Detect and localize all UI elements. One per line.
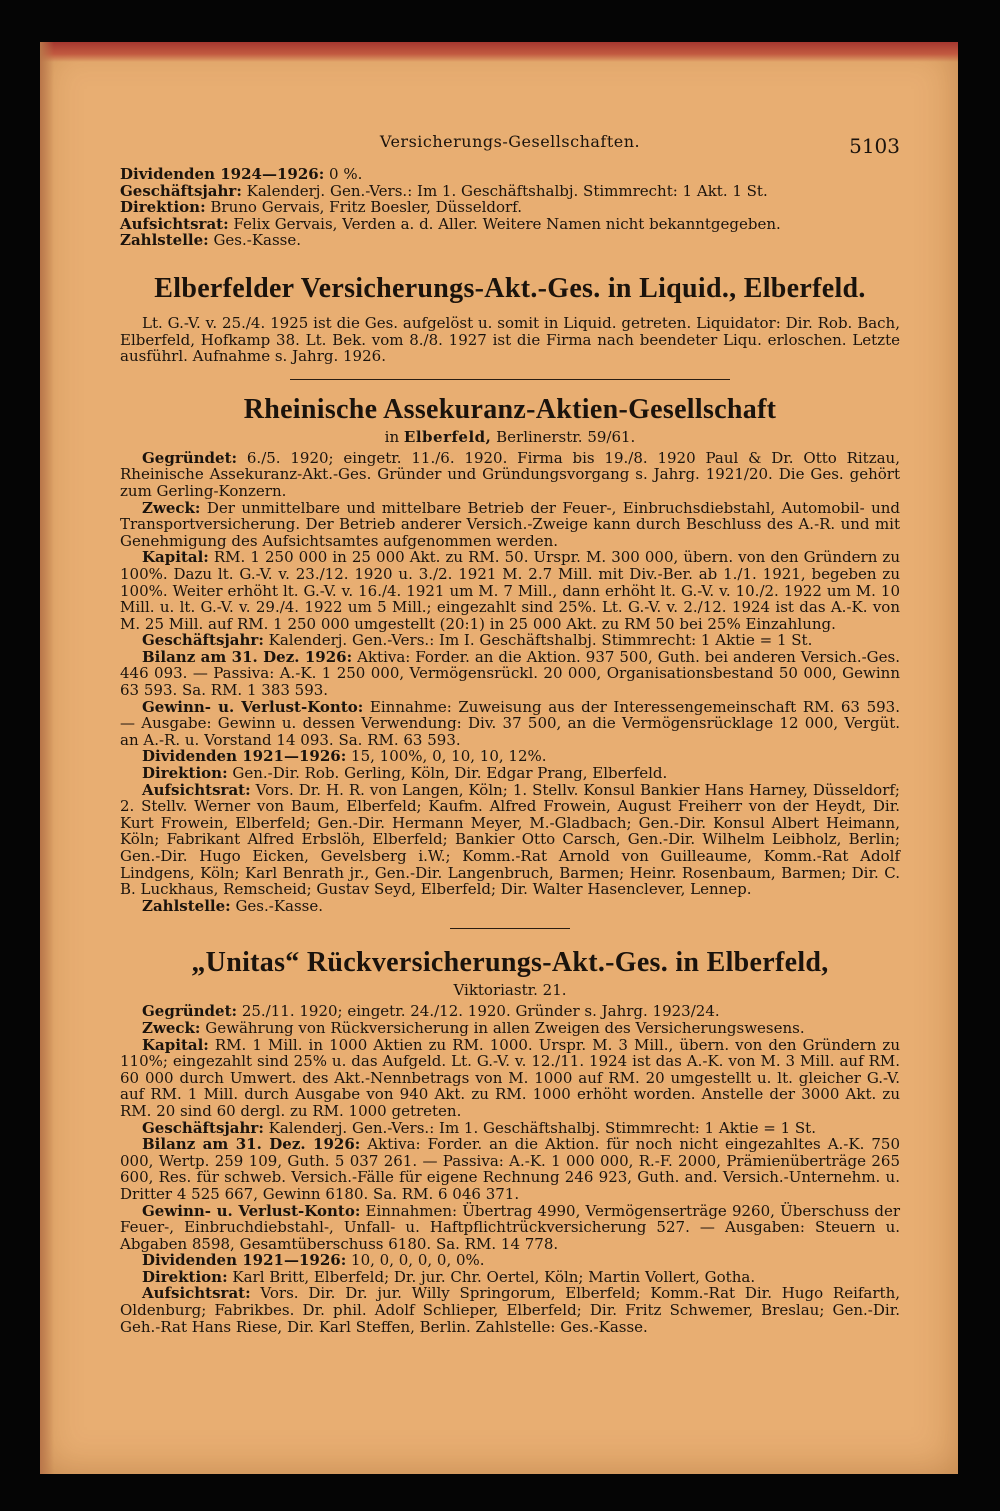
field-text: Aktiva: Forder. an die Aktion. für noch nicht eingezahltes A.-K. 750 000, Wertp. 259 109, Guth. 5 037 261. — Passiva: A.-K. 1 000 000, R.-F. 2000, Prämienüberträge 265 600, Res. für schweb. Versich.-Fälle für eigene Rechnung 246 923, Guth. and. Versich.-Unternehm. u. Dritter 4 525 667, Gewinn 6180. Sa. RM. 6 046 371. (120, 1135, 900, 1203)
page-top-edge (40, 42, 958, 62)
field-text: 0 %. (324, 165, 363, 183)
field-label: Aufsichtsrat: (120, 214, 229, 233)
field-text: Einnahmen: Übertrag 4990, Vermögenserträge 9260, Überschuss der Feuer-, Einbruchdiebstahl-, Unfall- u. Haftpflichtrückversicherung 527. — Ausgaben: Steuern u. Abgaben 8598, Gesamtüberschuss 6180. Sa. RM. 14 778. (120, 1201, 900, 1253)
field-text: Der unmittelbare und mittelbare Betrieb der Feuer-, Einbruchsdiebstahl, Automobil- und Transportversicherung. Der Betrieb anderer Versich.-Zweige kann durch Beschluss des A.-R. und mit Genehmigung des Aufsichtsamtes aufgenommen werden. (120, 498, 900, 550)
field-label: Gegründet: (142, 448, 238, 467)
rheinische-paragraph (120, 748, 900, 765)
field-label: Direktion: (142, 764, 228, 783)
prev-entry-section (120, 166, 900, 249)
field-label: Zweck: (142, 1018, 201, 1037)
prev-entry-paragraph (120, 232, 900, 249)
field-text: Ges.-Kasse. (208, 231, 302, 250)
rheinische-paragraph (120, 450, 900, 500)
elberfelder-paragraph (120, 315, 900, 365)
field-text: Gewährung von Rückversicherung in allen Zweigen des Versicherungswesens. (200, 1018, 805, 1037)
field-text: Kalenderj. Gen.-Vers.: Im 1. Geschäftshalbj. Stimmrecht: 1 Akt. 1 St. (241, 181, 768, 200)
field-label: Gewinn- u. Verlust-Konto: (142, 1201, 361, 1220)
field-label: Aufsichtsrat: (142, 1284, 251, 1303)
unitas-paragraph (120, 1003, 900, 1020)
unitas-paragraph (120, 1136, 900, 1202)
page-header (120, 132, 900, 166)
field-text: Ges.-Kasse. (230, 896, 324, 915)
field-text: Vors. Dr. H. R. von Langen, Köln; 1. Stellv. Konsul Bankier Hans Harney, Düsseldorf; 2. Stellv. Werner von Baum, Elberfeld; Kaufm. Alfred Frowein, August Freiherr von der Heydt, Dir. Kurt Frowein, Elberfeld; Gen.-Dir. Hermann Meyer, M.-Gladbach; Gen.-Dir. Konsul Albert Heimann, Köln; Fabrikant Alfred Erbslöh, Elberfeld; Bankier Otto Carsch, Gen.-Dir. Wilhelm Leibholz, Berlin; Gen.-Dir. Hugo Eicken, Gevelsberg i.W.; Komm.-Rat Arnold von Guilleaume, Komm.-Rat Adolf Lindgens, Köln; Karl Benrath jr., Gen.-Dir. Langenbruch, Barmen; Heinr. Rosenbaum, Barmen; Dir. C. B. Luckhaus, Remscheid; Gustav Seyd, Elberfeld; Dir. Walter Hasenclever, Lennep. (120, 780, 900, 899)
prev-entry-paragraph (120, 166, 900, 183)
rheinische-subtitle (120, 428, 900, 446)
rheinische-paragraph (120, 782, 900, 898)
rheinische-paragraph (120, 632, 900, 649)
page-number: 5103 (849, 134, 900, 158)
field-text: RM. 1 Mill. in 1000 Aktien zu RM. 1000. Urspr. M. 3 Mill., übern. von den Gründern zu 110%; eingezahlt sind 25% u. das Aufgeld. Lt. G.-V. v. 12./11. 1924 ist das A.-K. von M. 3 Mill. auf RM. 60 000 durch Umwert. des Akt.-Nennbetrags von M. 1000 auf RM. 20 umgestellt u. lt. gleicher G.-V. auf RM. 1 Mill. durch Ausgabe von 940 Akt. zu RM. 1000 erhöht worden. Anstelle der 3000 Akt. zu RM. 20 sind 60 dergl. zu RM. 1000 getreten. (120, 1035, 900, 1120)
rheinische-paragraph (120, 898, 900, 915)
elberfelder-title: Elberfelder Versicherungs-Akt.-Ges. in Liquid., Elberfeld. (154, 272, 866, 304)
field-label: Bilanz am 31. Dez. 1926: (142, 647, 353, 666)
field-label: Zweck: (142, 498, 201, 517)
field-text: Bruno Gervais, Fritz Boesler, Düsseldorf. (205, 198, 522, 217)
field-text: Einnahme: Zuweisung aus der Interessengemeinschaft RM. 63 593. — Ausgabe: Gewinn u. dessen Verwendung: Div. 37 500, an die Vermögensrücklage 12 000, Vergüt. an A.-R. u. Vorstand 14 093. Sa. RM. 63 593. (120, 697, 900, 749)
rheinische-paragraph (120, 500, 900, 550)
unitas-subtitle: Viktoriastr. 21. (453, 981, 567, 1000)
rheinische-section (120, 450, 900, 915)
unitas-paragraph (120, 1285, 900, 1335)
field-text: Kalenderj. Gen.-Vers.: Im I. Geschäftshalbj. Stimmrecht: 1 Aktie = 1 St. (263, 631, 813, 650)
field-text: Vors. Dir. Dr. jur. Willy Springorum, Elberfeld; Komm.-Rat Dir. Hugo Reifarth, Oldenburg; Fabrikbes. Dr. phil. Adolf Schlieper, Elberfeld; Dir. Fritz Schwemer, Breslau; Gen.-Dir. Geh.-Rat Hans Riese, Dir. Karl Steffen, Berlin. Zahlstelle: Ges.-Kasse. (120, 1284, 900, 1336)
unitas-paragraph (120, 1120, 900, 1137)
rheinische-paragraph (120, 699, 900, 749)
field-text: 6./5. 1920; eingetr. 11./6. 1920. Firma bis 19./8. 1920 Paul & Dr. Otto Ritzau, Rheinische Assekuranz-Akt.-Ges. Gründer und Gründungsvorgang s. Jahrg. 1921/20. Die Ges. gehört zum Gerling-Konzern. (120, 448, 900, 500)
field-label: Geschäftsjahr: (142, 1118, 264, 1137)
prev-entry-paragraph (120, 199, 900, 216)
rheinische-paragraph (120, 765, 900, 782)
field-label: Gegründet: (142, 1002, 238, 1021)
field-text: Lt. G.-V. v. 25./4. 1925 ist die Ges. aufgelöst u. somit in Liquid. getreten. Liquidator: Dir. Rob. Bach, Elberfeld, Hofkamp 38. Lt. Bek. vom 8./8. 1927 ist die Firma nach beendeter Liqu. erloschen. Letzte ausführl. Aufnahme s. Jahrg. 1926. (120, 313, 900, 366)
rheinische-paragraph (120, 549, 900, 632)
unitas-paragraph (120, 1037, 900, 1120)
field-text: 25./11. 1920; eingetr. 24./12. 1920. Gründer s. Jahrg. 1923/24. (237, 1002, 720, 1021)
field-label: Gewinn- u. Verlust-Konto: (142, 697, 364, 716)
page-text (120, 132, 900, 1335)
unitas-paragraph (120, 1020, 900, 1037)
rheinische-sub-prefix: in (384, 427, 404, 446)
prev-entry-paragraph (120, 183, 900, 200)
field-label: Bilanz am 31. Dez. 1926: (142, 1135, 361, 1154)
field-text: Aktiva: Forder. an die Aktion. 937 500, Guth. bei anderen Versich.-Ges. 446 093. — Passiva: A.-K. 1 250 000, Vermögensrückl. 20 000, Organisationsbestand 50 000, Gewinn 63 593. Sa. RM. 1 383 593. (120, 647, 901, 700)
page-left-edge (40, 42, 54, 1474)
field-text: Kalenderj. Gen.-Vers.: Im 1. Geschäftshalbj. Stimmrecht: 1 Aktie = 1 St. (263, 1118, 816, 1137)
unitas-paragraph (120, 1269, 900, 1286)
unitas-paragraph (120, 1252, 900, 1269)
field-label: Dividenden 1921—1926: (142, 1251, 347, 1270)
field-label: Aufsichtsrat: (142, 780, 251, 799)
elberfelder-section (120, 315, 900, 365)
prev-entry-paragraph (120, 216, 900, 233)
field-text: Felix Gervais, Verden a. d. Aller. Weitere Namen nicht bekanntgegeben. (228, 214, 781, 233)
running-title: Versicherungs-Gesellschaften. (379, 132, 641, 151)
unitas-paragraph (120, 1203, 900, 1253)
field-label: Kapital: (142, 1035, 209, 1054)
field-label: Geschäftsjahr: (120, 181, 242, 200)
field-label: Geschäftsjahr: (142, 631, 264, 650)
field-label: Dividenden 1924—1926: (120, 165, 325, 183)
field-text: 10, 0, 0, 0, 0, 0%. (346, 1251, 485, 1270)
field-label: Direktion: (120, 198, 206, 217)
unitas-title: „Unitas“ Rückversicherungs-Akt.-Ges. in Elberfeld, (191, 947, 829, 979)
field-text: Gen.-Dir. Rob. Gerling, Köln, Dir. Edgar Prang, Elberfeld. (227, 764, 668, 783)
field-label: Kapital: (142, 548, 209, 567)
field-text: Karl Britt, Elberfeld; Dr. jur. Chr. Oertel, Köln; Martin Vollert, Gotha. (227, 1267, 756, 1286)
field-text: 15, 100%, 0, 10, 10, 12%. (346, 747, 547, 766)
field-label: Zahlstelle: (120, 231, 209, 250)
unitas-section (120, 1003, 900, 1335)
rheinische-title: Rheinische Assekuranz-Aktien-Gesellschaft (243, 393, 777, 425)
rheinische-paragraph (120, 649, 900, 699)
field-label: Dividenden 1921—1926: (142, 747, 347, 766)
rheinische-sub-city: Elberfeld, (403, 427, 492, 446)
scanned-page (40, 42, 958, 1474)
field-label: Zahlstelle: (142, 896, 231, 915)
field-label: Direktion: (142, 1267, 228, 1286)
rheinische-sub-address: Berlinerstr. 59/61. (491, 427, 636, 446)
field-text: RM. 1 250 000 in 25 000 Akt. zu RM. 50. Urspr. M. 300 000, übern. von den Gründern zu 100%. Dazu lt. G.-V. v. 23./12. 1920 u. 3./2. 1921 M. 2.7 Mill. mit Div.-Ber. ab 1./1. 1921, begeben zu 100%. Weiter erhöht lt. G.-V. v. 16./4. 1921 um M. 7 Mill., dann erhöht lt. G.-V. v. 10./2. 1922 um M. 10 Mill. u. lt. G.-V. v. 29./4. 1922 um 5 Mill.; eingezahlt sind 25%. Lt. G.-V. v. 2./12. 1924 ist das A.-K. von M. 25 Mill. auf RM. 1 250 000 umgestellt (20:1) in 25 000 Akt. zu RM 50 bei 25% Einzahlung. (120, 548, 900, 633)
